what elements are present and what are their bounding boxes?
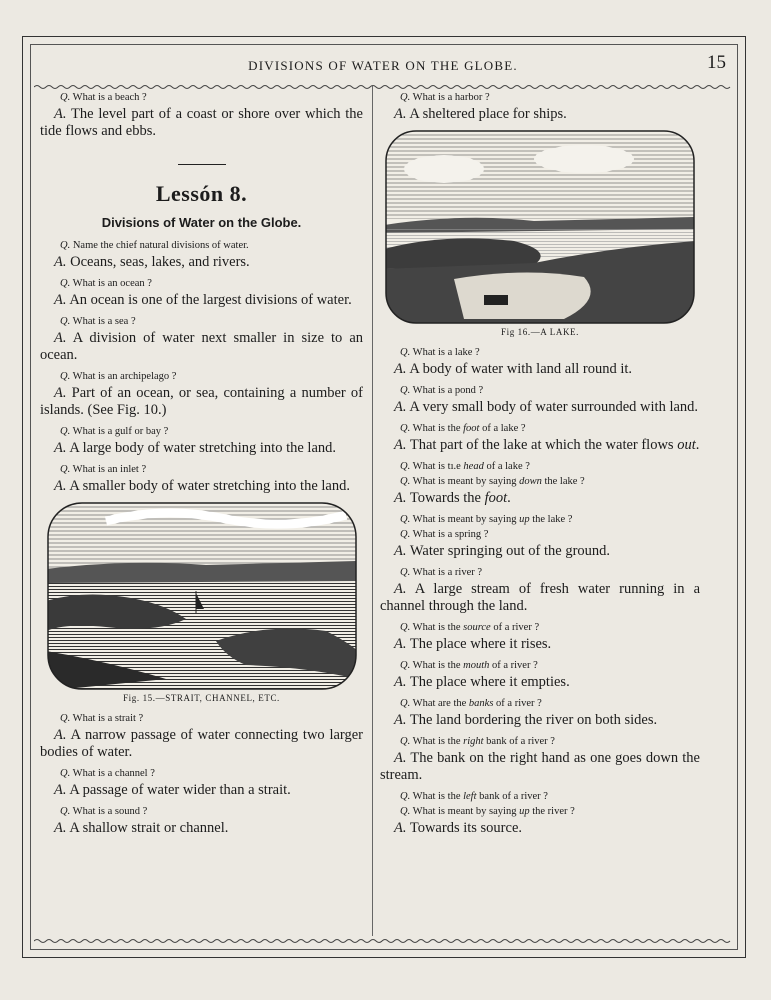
right-column xyxy=(380,90,700,842)
lesson-title: Lessón 8. xyxy=(155,181,248,206)
answer: A. Water springing out of the ground. xyxy=(394,543,611,559)
question: Q. What is a harbor ? xyxy=(400,92,490,103)
answer: A. The bank on the right hand as one goes down the stream. xyxy=(380,750,700,783)
question: Q. What is the right bank of a river ? xyxy=(400,736,555,747)
question: Q. What is a sea ? xyxy=(60,316,136,327)
answer: A. Towards its source. xyxy=(394,820,523,836)
lesson-subtitle: Divisions of Water on the Globe. xyxy=(101,215,302,230)
question: Q. What is an archipelago ? xyxy=(60,371,177,382)
figure-caption: Fig 16.—A LAKE. xyxy=(500,327,579,337)
question: Q. What is a gulf or bay ? xyxy=(60,426,169,437)
question: Q. Name the chief natural divisions of water. xyxy=(60,240,249,251)
answer: A. A shallow strait or channel. xyxy=(54,820,229,836)
figure-caption: Fig. 15.—STRAIT, CHANNEL, ETC. xyxy=(123,693,280,703)
lake-engraving xyxy=(384,129,696,325)
question: Q. What is a strait ? xyxy=(60,713,144,724)
question: Q. What is tı.e head of a lake ? xyxy=(400,461,530,472)
answer: A. A large stream of fresh water running in a channel through the land. xyxy=(380,581,701,614)
bottom-wavy-rule xyxy=(34,938,732,944)
lesson-rule xyxy=(178,164,226,165)
question: Q. What is the source of a river ? xyxy=(400,622,540,633)
question: Q. What is meant by saying down the lake ? xyxy=(400,476,585,487)
answer: A. An ocean is one of the largest divisions of water. xyxy=(54,292,352,308)
question: Q. What are the banks of a river ? xyxy=(400,698,542,709)
question: Q. What is meant by saying up the lake ? xyxy=(400,514,573,525)
answer: A. Towards the foot. xyxy=(394,490,511,506)
header-title: DIVISIONS OF WATER ON THE GLOBE. xyxy=(248,58,518,73)
answer: A. A smaller body of water stretching into the land. xyxy=(54,478,350,494)
left-column xyxy=(40,90,363,842)
question: Q. What is an ocean ? xyxy=(60,278,152,289)
answer: A. A body of water with land all round it. xyxy=(394,361,633,377)
answer: A. The place where it empties. xyxy=(394,674,570,690)
column-divider xyxy=(372,86,373,936)
answer: A. A large body of water stretching into the land. xyxy=(54,440,337,456)
question: Q. What is a sound ? xyxy=(60,806,148,817)
page-number: 15 xyxy=(707,52,726,73)
question: Q. What is a pond ? xyxy=(400,385,484,396)
question: Q. What is meant by saying up the river ? xyxy=(400,806,575,817)
answer: A. Oceans, seas, lakes, and rivers. xyxy=(54,254,250,270)
answer: A. A sheltered place for ships. xyxy=(394,106,567,122)
question: Q. What is a channel ? xyxy=(60,768,155,779)
question: Q. What is a beach ? xyxy=(60,92,147,103)
answer: A. A very small body of water surrounded with land. xyxy=(394,399,699,415)
answer: A. A division of water next smaller in size to an ocean. xyxy=(40,330,364,363)
question: Q. What is the mouth of a river ? xyxy=(400,660,538,671)
question: Q. What is an inlet ? xyxy=(60,464,147,475)
strait-channel-engraving xyxy=(46,501,358,691)
question: Q. What is a river ? xyxy=(400,567,483,578)
running-header xyxy=(30,50,736,80)
answer: A. The land bordering the river on both sides. xyxy=(394,712,658,728)
answer: A. A passage of water wider than a strait. xyxy=(54,782,291,798)
answer: A. Part of an ocean, or sea, containing a number of islands. (See Fig. 10.) xyxy=(40,385,363,418)
question: Q. What is the foot of a lake ? xyxy=(400,423,526,434)
question: Q. What is the left bank of a river ? xyxy=(400,791,548,802)
answer: A. The place where it rises. xyxy=(394,636,552,652)
question: Q. What is a lake ? xyxy=(400,347,480,358)
answer: A. The level part of a coast or shore over which the tide flows and ebbs. xyxy=(40,106,363,139)
answer: A. That part of the lake at which the water flows out. xyxy=(394,437,700,453)
answer: A. A narrow passage of water connecting two larger bodies of water. xyxy=(40,727,363,760)
question: Q. What is a spring ? xyxy=(400,529,489,540)
